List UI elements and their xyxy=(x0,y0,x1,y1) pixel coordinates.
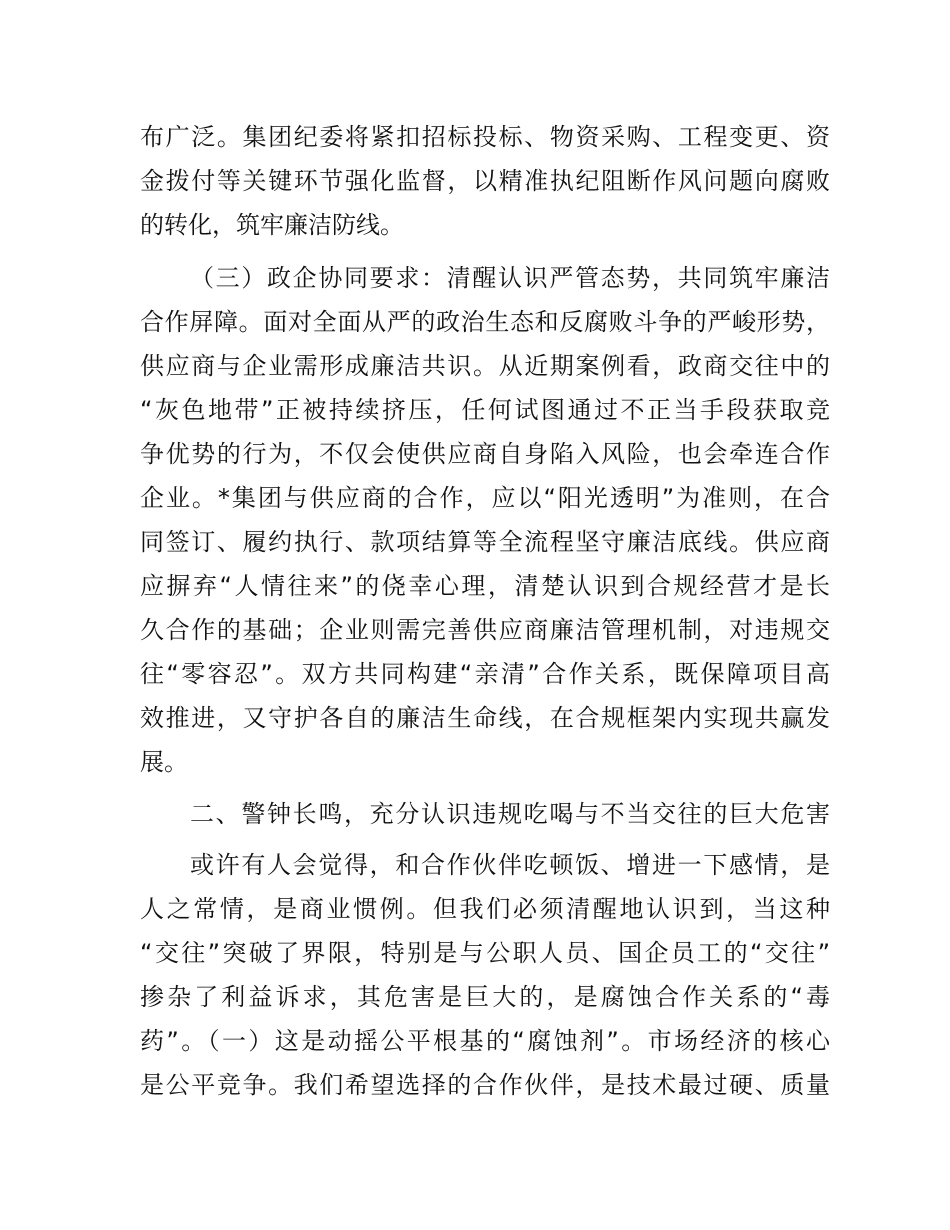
text-line: 布广泛。集团纪委将紧扣招标投标、物资采购、工程变更、资 xyxy=(140,123,830,151)
text-line: “交往”突破了界限，特别是与公职人员、国企员工的“交往” xyxy=(140,939,830,967)
text-line: “灰色地带”正被持续挤压，任何试图通过不正当手段获取竞 xyxy=(140,396,830,424)
text-line: 金拨付等关键环节强化监督，以精准执纪阻断作风问题向腐败 xyxy=(140,167,830,195)
text-line: 药”。（一）这是动摇公平根基的“腐蚀剂”。市场经济的核心 xyxy=(140,1027,830,1055)
text-line: 合作屏障。面对全面从严的政治生态和反腐败斗争的严峻形势， xyxy=(140,308,830,336)
text-line: 或许有人会觉得，和合作伙伴吃顿饭、增进一下感情，是 xyxy=(190,851,830,879)
text-line: 企业。*集团与供应商的合作，应以“阳光透明”为准则，在合 xyxy=(140,484,830,512)
text-line: 同签订、履约执行、款项结算等全流程坚守廉洁底线。供应商 xyxy=(140,528,830,556)
text-line: 往“零容忍”。双方共同构建“亲清”合作关系，既保障项目高 xyxy=(140,660,830,688)
text-line: 人之常情，是商业惯例。但我们必须清醒地认识到，当这种 xyxy=(140,895,830,923)
text-line: 效推进，又守护各自的廉洁生命线，在合规框架内实现共赢发 xyxy=(140,704,830,732)
text-line: 是公平竞争。我们希望选择的合作伙伴，是技术最过硬、质量 xyxy=(140,1071,830,1099)
text-line: 供应商与企业需形成廉洁共识。从近期案例看，政商交往中的 xyxy=(140,352,830,380)
paragraph-heading-line: （三）政企协同要求：清醒认识严管态势，共同筑牢廉洁 xyxy=(190,264,830,292)
text-line: 应摒弃“人情往来”的侥幸心理，清楚认识到合规经营才是长 xyxy=(140,572,830,600)
text-line: 争优势的行为，不仅会使供应商自身陷入风险，也会牵连合作 xyxy=(140,440,830,468)
text-line: 掺杂了利益诉求，其危害是巨大的，是腐蚀合作关系的“毒 xyxy=(140,983,830,1011)
text-line: 久合作的基础；企业则需完善供应商廉洁管理机制，对违规交 xyxy=(140,616,830,644)
text-line: 展。 xyxy=(140,748,188,776)
text-line: 的转化，筑牢廉洁防线。 xyxy=(140,211,404,239)
section-heading: 二、警钟长鸣，充分认识违规吃喝与不当交往的巨大危害 xyxy=(190,800,830,828)
